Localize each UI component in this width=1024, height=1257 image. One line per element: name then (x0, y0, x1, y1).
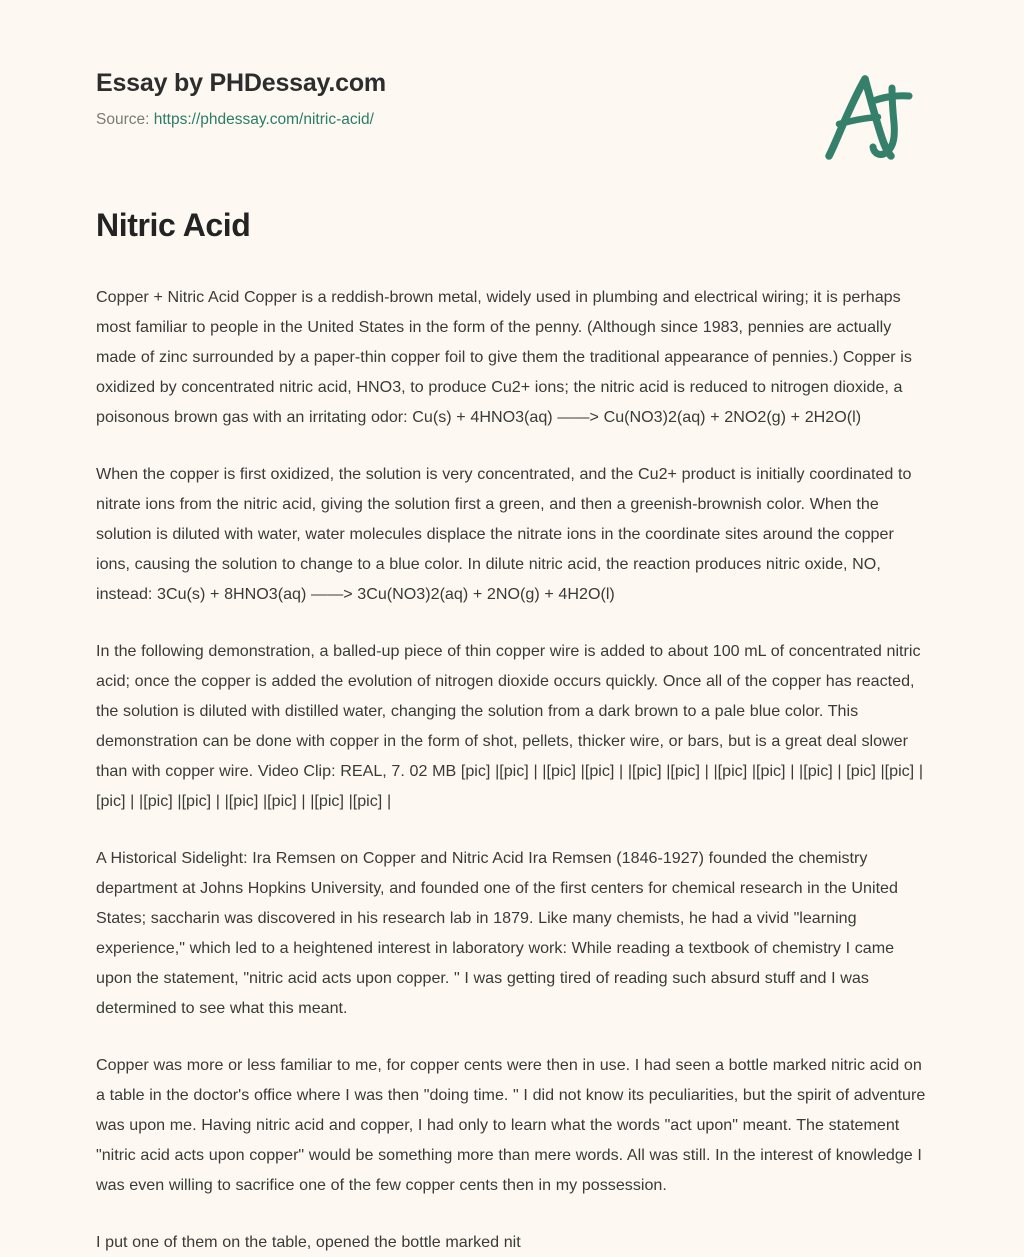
a-plus-logo (812, 66, 930, 172)
a-plus-handwritten-icon (812, 66, 930, 172)
source-line (96, 111, 386, 129)
source-link[interactable]: https://phdessay.com/nitric-acid/ (153, 111, 374, 128)
paragraph: A Historical Sidelight: Ira Remsen on Copper and Nitric Acid Ira Remsen (1846-1927) founded the chemistry department at Johns Hopkins University, and founded one of the first centers for chemical research in the United States; saccharin was discovered in his research lab in 1879. Like many chemists, he had a vivid "learning experience," which led to a heightened interest in laboratory work: While reading a textbook of chemistry I came upon the statement, "nitric acid acts upon copper. " I was getting tired of reading such absurd stuff and I was determined to see what this meant. (96, 849, 898, 1018)
paragraph: I put one of them on the table, opened the bottle marked nit (96, 1233, 521, 1252)
page-header (0, 0, 1024, 200)
paragraph: When the copper is first oxidized, the solution is very concentrated, and the Cu2+ product is initially coordinated to nitrate ions from the nitric acid, giving the solution first a green, and then a greenish-brownish color. When the solution is diluted with water, water molecules displace the nitrate ions in the coordinate sites around the copper ions, causing the solution to change to a blue color. In dilute nitric acid, the reaction produces nitric oxide, NO, instead: 3Cu(s) + 8HNO3(aq) ——> 3Cu(NO3)2(aq) + 2NO(g) + 4H2O(l) (96, 465, 912, 604)
article-body (96, 206, 932, 1257)
paragraph: Copper + Nitric Acid Copper is a reddish-brown metal, widely used in plumbing and electrical wiring; it is perhaps most familiar to people in the United States in the form of the penny. (Although since 1983, pennies are actually made of zinc surrounded by a paper-thin copper foil to give them the traditional appearance of pennies.) Copper is oxidized by concentrated nitric acid, HNO3, to produce Cu2+ ions; the nitric acid is reduced to nitrogen dioxide, a poisonous brown gas with an irritating odor: Cu(s) + 4HNO3(aq) ——> Cu(NO3)2(aq) + 2NO2(g) + 2H2O(l) (96, 288, 912, 427)
source-label: Source: (96, 111, 154, 128)
page-title: Nitric Acid (96, 207, 251, 243)
brand-title: Essay by PHDessay.com (96, 69, 386, 97)
paragraph: In the following demonstration, a balled-up piece of thin copper wire is added to about 100 mL of concentrated nitric acid; once the copper is added the evolution of nitrogen dioxide occurs quickly. Once all of the copper has reacted, the solution is diluted with distilled water, changing the solution from a dark brown to a pale blue color. This demonstration can be done with copper in the form of shot, pellets, thicker wire, or bars, but is a great deal slower than with copper wire. Video Clip: REAL, 7. 02 MB [pic] |[pic] | |[pic] |[pic] | |[pic] |[pic] | |[pic] |[pic] | |[pic] | [pic] |[pic] |[pic] | |[pic] |[pic] | |[pic] |[pic] | |[pic] |[pic] | (96, 642, 924, 811)
paragraph: Copper was more or less familiar to me, for copper cents were then in use. I had seen a bottle marked nitric acid on a table in the doctor's office where I was then "doing time. " I did not know its peculiarities, but the spirit of adventure was upon me. Having nitric acid and copper, I had only to learn what the words "act upon" meant. The statement "nitric acid acts upon copper" would be something more than mere words. All was still. In the interest of knowledge I was even willing to sacrifice one of the few copper cents then in my possession. (96, 1056, 926, 1195)
brand-block (96, 68, 386, 129)
